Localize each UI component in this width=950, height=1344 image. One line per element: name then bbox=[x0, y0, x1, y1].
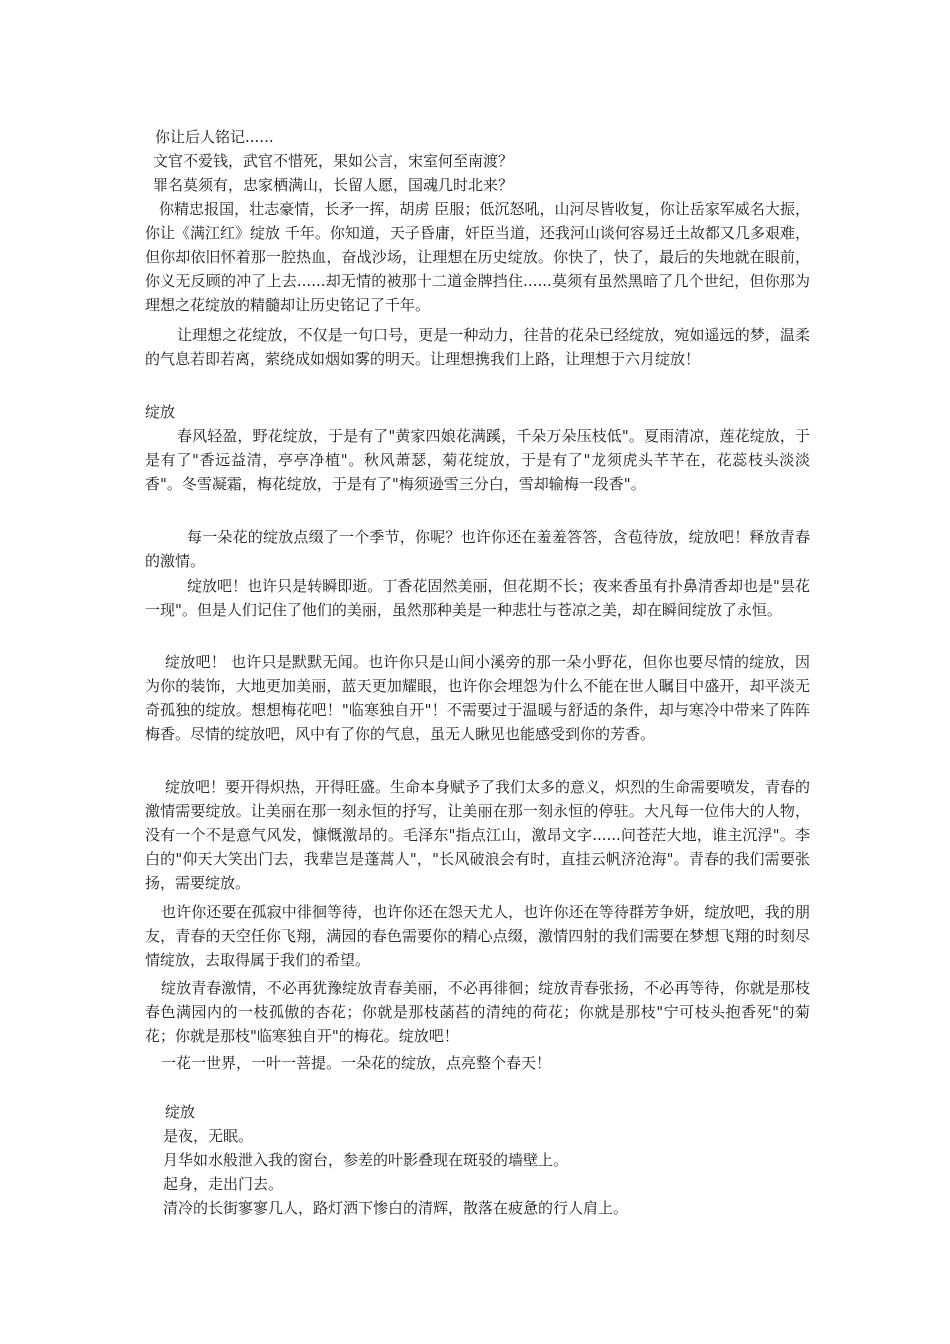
text-line: 罪名莫须有，忠家栖满山，长留人愿，国魂几时北来？ bbox=[153, 176, 514, 194]
section-1 bbox=[145, 125, 810, 197]
section-heading: 绽放 bbox=[145, 403, 176, 421]
paragraph bbox=[145, 976, 810, 1048]
text-line: 你让后人铭记...... bbox=[155, 128, 274, 146]
section-heading: 绽放 bbox=[165, 1103, 196, 1121]
section-3 bbox=[163, 1100, 810, 1220]
paragraph-text: 每一朵花的绽放点缀了一个季节，你呢？也许你还在羞羞答答，含苞待放，绽放吧！释放青春的激情。 bbox=[145, 528, 810, 570]
paragraph bbox=[145, 775, 810, 895]
paragraph-text: 绽放吧！也许只是转瞬即逝。丁香花固然美丽，但花期不长；夜来香虽有扑鼻清香却也是"昙花一现"。但是人们记住了他们的美丽，虽然那种美是一种悲壮与苍凉之美，却在瞬间绽放了永恒。 bbox=[145, 577, 810, 619]
paragraph-text: 绽放吧！ 也许只是默默无闻。也许你只是山间小溪旁的那一朵小野花，但你也要尽情的绽放，因为你的装饰，大地更加美丽，蓝天更加耀眼，也许你会埋怨为什么不能在世人瞩目中盛开，却平淡无奇孤独的绽放。想想梅花吧！"临寒独自开"！不需要过于温暖与舒适的条件，却与寒冷中带来了阵阵梅香。尽情的绽放吧，风中有了你的气息，虽无人瞅见也能感受到你的芳香。 bbox=[145, 653, 810, 743]
paragraph bbox=[145, 650, 810, 746]
paragraph-text: 春风轻盈，野花绽放，于是有了"黄家四娘花满蹊，千朵万朵压枝低"。夏雨清凉，莲花绽放，于是有了"香远益清，亭亭净植"。秋风萧瑟，菊花绽放，于是有了"龙须虎头芊芊在，花蕊枝头淡淡香"。冬雪凝霜，梅花绽放，于是有了"梅须逊雪三分白，雪却输梅一段香"。 bbox=[145, 427, 810, 493]
paragraph bbox=[145, 323, 810, 371]
text-line: 是夜，无眠。 bbox=[163, 1127, 254, 1145]
paragraph-text: 绽放吧！要开得炽热，开得旺盛。生命本身赋予了我们太多的意义，炽烈的生命需要喷发，青春的激情需要绽放。让美丽在那一刻永恒的抒写，让美丽在那一刻永恒的停驻。大凡每一位伟大的人物，没有一个不是意气风发，慷慨激昂的。毛泽东"指点江山，激昂文字......问苍茫大地，谁主沉浮"。李白的"仰天大笑出门去，我辈岂是蓬蒿人"，"长风破浪会有时，直挂云帆济沧海"。青春的我们需要张扬，需要绽放。 bbox=[145, 778, 811, 892]
text-line: 起身，走出门去。 bbox=[163, 1175, 284, 1193]
section-title bbox=[145, 400, 810, 424]
text-line: 清冷的长街寥寥几人，路灯洒下惨白的清辉，散落在疲惫的行人肩上。 bbox=[163, 1199, 629, 1217]
paragraph-text: 你精忠报国，壮志豪情，长矛一挥，胡虏 臣服；低沉怒吼，山河尽皆收复，你让岳家军威名大振，你让《满江红》绽放 千年。你知道，天子昏庸，奸臣当道，还我河山谈何容易迁土故都又几多艰难，但你却依旧怀着那一腔热血，奋战沙场，让理想在历史绽放。你快了，快了，最后的失地就在眼前，你义无反顾的冲了上去......却无情的被那十二道金牌挡住......莫须有虽然黑暗了几个世纪，但你那为理想之花绽放的精髓却让历史铭记了千年。 bbox=[145, 200, 810, 314]
paragraph bbox=[145, 1051, 810, 1075]
text-line: 文官不爱钱，武官不惜死，果如公言，宋室何至南渡？ bbox=[153, 152, 514, 170]
paragraph bbox=[145, 574, 810, 622]
paragraph bbox=[145, 525, 810, 573]
paragraph-text: 让理想之花绽放，不仅是一句口号，更是一种动力，往昔的花朵已经绽放，宛如遥远的梦，温柔的气息若即若离，萦绕成如烟如雾的明天。让理想携我们上路，让理想于六月绽放！ bbox=[145, 326, 810, 368]
paragraph bbox=[145, 424, 810, 496]
text-line: 月华如水般泄入我的窗台，参差的叶影叠现在斑驳的墙壁上。 bbox=[163, 1151, 569, 1169]
paragraph-text: 绽放青春激情，不必再犹豫绽放青春美丽，不必再徘徊；绽放青春张扬，不必再等待，你就是那枝春色满园内的一枝孤傲的杏花；你就是那枝菡萏的清纯的荷花；你就是那枝"宁可枝头抱香死"的菊花；你就是那枝"临寒独自开"的梅花。绽放吧！ bbox=[145, 979, 810, 1045]
paragraph bbox=[145, 197, 810, 317]
paragraph-text: 一花一世界，一叶一菩提。一朵花的绽放，点亮整个春天！ bbox=[161, 1054, 552, 1072]
paragraph-text: 也许你还要在孤寂中徘徊等待，也许你还在怨天尤人，也许你还在等待群芳争妍，绽放吧，我的朋友，青春的天空任你飞翔，满园的春色需要你的精心点缀，激情四射的我们需要在梦想飞翔的时刻尽情绽放，去取得属于我们的希望。 bbox=[145, 903, 810, 969]
paragraph bbox=[145, 900, 810, 972]
